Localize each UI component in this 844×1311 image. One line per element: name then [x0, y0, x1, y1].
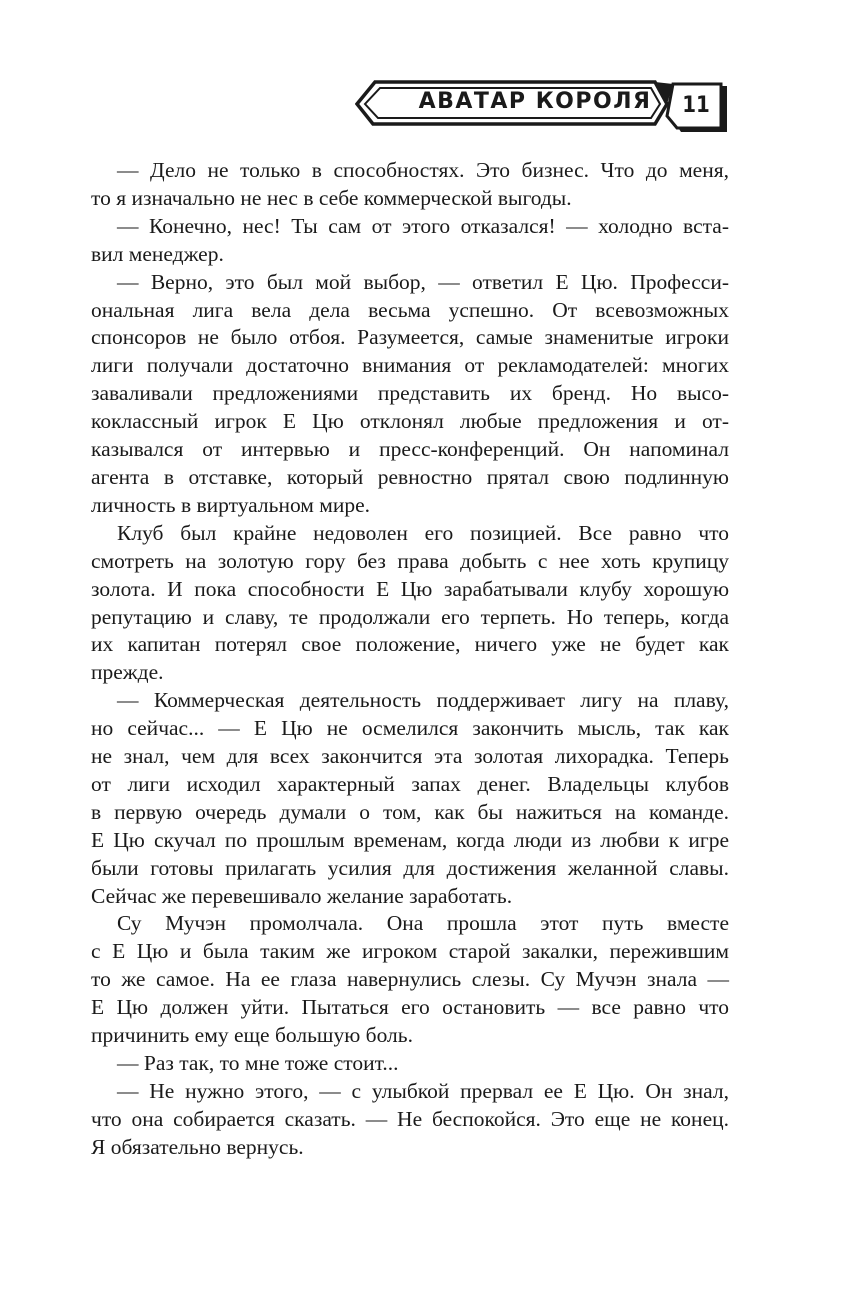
text-line: Су Мучэн промолчала. Она прошла этот путь вместе — [117, 911, 729, 936]
paragraph — [91, 687, 729, 910]
page-number: 11 — [682, 93, 710, 118]
text-line: коклассный игрок Е Цю отклонял любые предложения и от- — [91, 409, 729, 434]
page-body-text — [91, 157, 729, 1162]
text-line: то же самое. На ее глаза навернулись слезы. Су Мучэн знала — — [91, 967, 729, 992]
text-line: — Коммерческая деятельность поддерживает лигу на плаву, — [117, 688, 729, 713]
text-line: — Верно, это был мой выбор, — ответил Е Цю. Професси- — [117, 269, 729, 294]
text-line: то я изначально не нес в себе коммерческой выгоды. — [91, 185, 572, 210]
text-line: смотреть на золотую гору без права добыть с нее хоть крупицу — [91, 548, 729, 573]
text-line: репутацию и славу, те продолжали его терпеть. Но теперь, когда — [91, 604, 729, 629]
text-line: не знал, чем для всех закончится эта золотая лихорадка. Теперь — [91, 744, 729, 769]
text-line: — Раз так, то мне тоже стоит... — [117, 1051, 399, 1075]
text-line: их капитан потерял свое положение, ничего уже не будет как — [91, 632, 729, 657]
text-line: от лиги исходил характерный запах денег. Владельцы клубов — [91, 771, 729, 796]
text-line: лиги получали достаточно внимания от рекламодателей: многих — [91, 353, 729, 378]
text-line: казывался от интервью и пресс-конференций. Он напоминал — [91, 437, 729, 462]
text-line: золота. И пока способности Е Цю зарабатывали клубу хорошую — [91, 576, 729, 601]
paragraph — [91, 1050, 729, 1078]
text-line: что она собирается сказать. — Не беспокойся. Это еще не конец. — [91, 1106, 729, 1131]
text-line: Я обязательно вернусь. — [91, 1134, 304, 1159]
text-line: Е Цю должен уйти. Пытаться его остановить — все равно что — [91, 995, 729, 1020]
running-header — [355, 80, 729, 136]
text-line: прежде. — [91, 660, 164, 685]
text-line: Клуб был крайне недоволен его позицией. Все равно что — [117, 520, 729, 545]
text-line: Е Цю скучал по прошлым временам, когда люди из любви к игре — [91, 827, 729, 852]
text-line: спонсоров не было отбоя. Разумеется, самые знаменитые игроки — [91, 325, 729, 350]
paragraph — [91, 269, 729, 520]
paragraph — [91, 213, 729, 269]
text-line: Сейчас же перевешивало желание заработать. — [91, 883, 513, 908]
text-line: личность в виртуальном мире. — [91, 492, 371, 517]
text-line: с Е Цю и была таким же игроком старой закалки, пережившим — [91, 939, 729, 964]
text-line: ональная лига вела дела весьма успешно. От всевозможных — [91, 297, 729, 322]
paragraph — [91, 520, 729, 687]
paragraph — [91, 157, 729, 213]
text-line: заваливали предложениями представить их бренд. Но высо- — [91, 381, 729, 406]
text-line: вил менеджер. — [91, 241, 224, 266]
text-line: агента в отставке, который ревностно прятал свою подлинную — [91, 464, 729, 489]
text-line: — Не нужно этого, — с улыбкой прервал ее Е Цю. Он знал, — [117, 1078, 729, 1103]
text-line: — Конечно, нес! Ты сам от этого отказался! — холодно вста- — [117, 213, 729, 238]
text-line: но сейчас... — Е Цю не осмелился закончить мысль, так как — [91, 716, 729, 741]
text-line: — Дело не только в способностях. Это бизнес. Что до меня, — [117, 158, 729, 182]
text-line: были готовы прилагать усилия для достижения желанной славы. — [91, 855, 729, 880]
text-line: в первую очередь думали о том, как бы нажиться на команде. — [91, 799, 729, 824]
book-title: АВАТАР КОРОЛЯ — [418, 89, 652, 114]
paragraph — [91, 1078, 729, 1162]
paragraph — [91, 910, 729, 1050]
text-line: причинить ему еще большую боль. — [91, 1023, 413, 1048]
